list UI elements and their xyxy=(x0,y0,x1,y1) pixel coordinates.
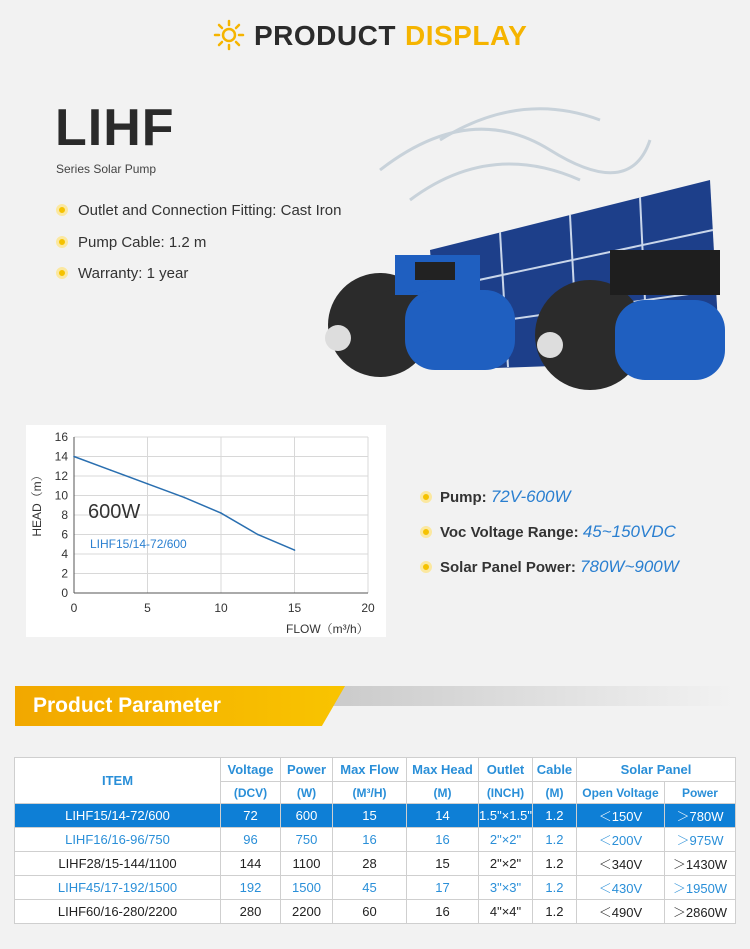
table-row xyxy=(15,876,736,900)
table-cell: ＞780W xyxy=(664,804,735,828)
x-tick-label: 10 xyxy=(214,601,228,615)
x-tick-label: 15 xyxy=(287,601,302,615)
x-axis-label: FLOW（m³/h） xyxy=(286,622,369,636)
table-cell: 1.5"×1.5" xyxy=(479,804,533,828)
product-series: Series Solar Pump xyxy=(56,162,157,176)
th-power-unit: (W) xyxy=(281,782,333,804)
y-tick-label: 8 xyxy=(61,508,68,522)
header-title-a: PRODUCT xyxy=(254,20,396,51)
table-cell: 1.2 xyxy=(532,852,576,876)
table-cell: 280 xyxy=(221,900,281,924)
table-cell: 750 xyxy=(281,828,333,852)
param-banner xyxy=(15,686,735,726)
sun-icon xyxy=(213,19,245,51)
water-splash-image xyxy=(380,109,650,200)
data-point xyxy=(110,469,112,471)
chart-svg xyxy=(26,425,386,637)
th-head: Max Head xyxy=(407,758,479,782)
x-tick-label: 5 xyxy=(144,601,151,615)
table-cell: 2200 xyxy=(281,900,333,924)
table-cell: 1.2 xyxy=(532,876,576,900)
th-solar: Solar Panel xyxy=(576,758,735,782)
table-cell: 1.2 xyxy=(532,900,576,924)
table-row xyxy=(15,828,736,852)
th-open-voltage: Open Voltage xyxy=(576,782,664,804)
feature-item: Outlet and Connection Fitting: Cast Iron xyxy=(56,202,341,219)
table-cell: LIHF60/16-280/2200 xyxy=(15,900,221,924)
table-row xyxy=(15,900,736,924)
x-tick-label: 0 xyxy=(70,601,78,615)
y-axis-label: HEAD（m） xyxy=(30,469,44,537)
bullet-icon xyxy=(56,204,68,216)
table-cell: 144 xyxy=(221,852,281,876)
bullet-icon xyxy=(56,236,68,248)
table-cell: 16 xyxy=(407,900,479,924)
y-tick-label: 0 xyxy=(61,586,68,600)
param-title: Product Parameter xyxy=(33,694,221,717)
data-point xyxy=(183,497,185,499)
bullet-icon xyxy=(420,526,432,538)
y-tick-label: 12 xyxy=(54,469,68,483)
table-cell: 15 xyxy=(333,804,407,828)
data-point xyxy=(73,456,75,458)
table-cell: 16 xyxy=(333,828,407,852)
y-tick-label: 14 xyxy=(54,449,68,464)
table-cell: ＜490V xyxy=(576,900,664,924)
table-cell: LIHF15/14-72/600 xyxy=(15,804,221,828)
chart-title: 600W xyxy=(88,501,141,523)
spec-item: Solar Panel Power: 780W~900W xyxy=(420,557,679,577)
table-row xyxy=(15,852,736,876)
table-cell: 2"×2" xyxy=(479,828,533,852)
table-cell: 72 xyxy=(221,804,281,828)
table-cell: LIHF16/16-96/750 xyxy=(15,828,221,852)
table-cell: ＞2860W xyxy=(664,900,735,924)
table-cell: 4"×4" xyxy=(479,900,533,924)
table-cell: ＜150V xyxy=(576,804,664,828)
series-label: LIHF15/14-72/600 xyxy=(90,537,187,551)
table-cell: 1100 xyxy=(281,852,333,876)
th-head-unit: (M) xyxy=(407,782,479,804)
data-point xyxy=(257,534,259,536)
table-cell: 16 xyxy=(407,828,479,852)
y-tick-label: 10 xyxy=(54,488,68,503)
th-item: ITEM xyxy=(15,758,221,804)
table-cell: 17 xyxy=(407,876,479,900)
th-outlet-unit: (INCH) xyxy=(479,782,533,804)
data-point xyxy=(294,549,296,551)
x-tick-label: 20 xyxy=(361,601,375,615)
y-tick-label: 6 xyxy=(61,527,68,542)
th-cable-unit: (M) xyxy=(532,782,576,804)
param-table xyxy=(14,757,736,924)
data-point xyxy=(220,512,222,514)
th-power: Power xyxy=(281,758,333,782)
section-header xyxy=(0,16,750,56)
table-cell: 15 xyxy=(407,852,479,876)
table-cell: ＜430V xyxy=(576,876,664,900)
y-tick-label: 4 xyxy=(61,547,68,561)
table-cell: 1.2 xyxy=(532,804,576,828)
table-cell: ＞1950W xyxy=(664,876,735,900)
banner-shade xyxy=(315,686,735,706)
performance-chart xyxy=(26,425,386,637)
spec-item: Pump: 72V-600W xyxy=(420,487,571,507)
table-cell: 1500 xyxy=(281,876,333,900)
th-voltage: Voltage xyxy=(221,758,281,782)
table-cell: 1.2 xyxy=(532,828,576,852)
table-cell: 192 xyxy=(221,876,281,900)
table-cell: ＞1430W xyxy=(664,852,735,876)
th-voltage-unit: (DCV) xyxy=(221,782,281,804)
bullet-icon xyxy=(420,561,432,573)
table-row xyxy=(15,804,736,828)
data-point xyxy=(147,483,149,485)
th-solar-power: Power xyxy=(664,782,735,804)
table-cell: 2"×2" xyxy=(479,852,533,876)
spec-item: Voc Voltage Range: 45~150VDC xyxy=(420,522,676,542)
th-flow-unit: (M³/H) xyxy=(333,782,407,804)
table-cell: ＞975W xyxy=(664,828,735,852)
table-cell: ＜200V xyxy=(576,828,664,852)
table-cell: ＜340V xyxy=(576,852,664,876)
product-photo xyxy=(320,80,740,420)
table-cell: 45 xyxy=(333,876,407,900)
table-cell: LIHF28/15-144/1100 xyxy=(15,852,221,876)
feature-item: Pump Cable: 1.2 m xyxy=(56,234,206,251)
th-cable: Cable xyxy=(532,758,576,782)
y-tick-label: 16 xyxy=(54,430,68,444)
y-tick-label: 2 xyxy=(61,566,68,581)
table-cell: LIHF45/17-192/1500 xyxy=(15,876,221,900)
product-brand: LIHF xyxy=(55,99,175,157)
th-outlet: Outlet xyxy=(479,758,533,782)
table-cell: 28 xyxy=(333,852,407,876)
table-cell: 96 xyxy=(221,828,281,852)
th-flow: Max Flow xyxy=(333,758,407,782)
table-cell: 60 xyxy=(333,900,407,924)
table-cell: 3"×3" xyxy=(479,876,533,900)
bullet-icon xyxy=(420,491,432,503)
feature-item: Warranty: 1 year xyxy=(56,265,188,282)
bullet-icon xyxy=(56,267,68,279)
table-cell: 600 xyxy=(281,804,333,828)
table-cell: 14 xyxy=(407,804,479,828)
header-title-b: DISPLAY xyxy=(405,20,528,51)
